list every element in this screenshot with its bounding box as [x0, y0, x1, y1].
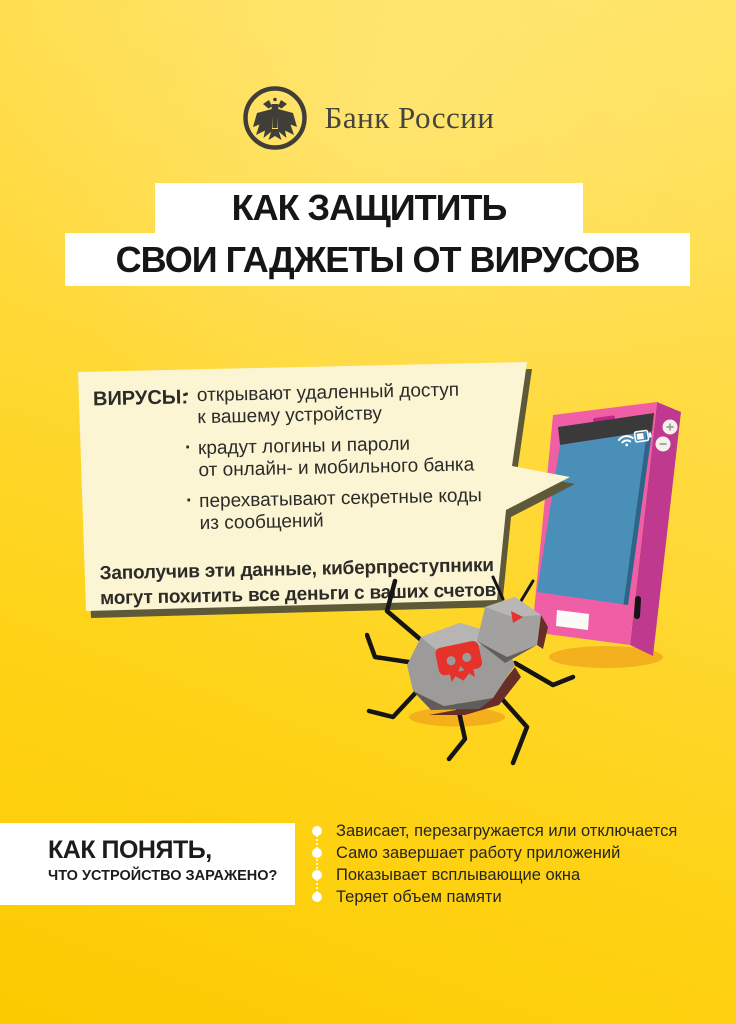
- bank-logo: [0, 85, 736, 151]
- bullet-dot-icon: [312, 848, 322, 858]
- symptom-text: Теряет объем памяти: [336, 887, 502, 906]
- symptoms-list: [312, 820, 677, 908]
- bullet-text: из сообщений: [199, 510, 324, 535]
- bank-of-russia-eagle-icon: [242, 85, 308, 151]
- side-slit: [637, 599, 638, 616]
- bullet-text: · перехватывают секретные коды: [198, 485, 483, 513]
- list-item: [312, 886, 677, 908]
- symptom-text: Зависает, перезагружается или отключается: [336, 821, 678, 840]
- list-item: [312, 820, 677, 842]
- list-item: [312, 864, 677, 886]
- list-item: [312, 842, 677, 864]
- brand-wordmark: Банк России: [324, 100, 495, 135]
- symptoms-heading-line1: КАК ПОНЯТЬ,: [48, 836, 212, 864]
- symptoms-heading-line2: ЧТО УСТРОЙСТВО ЗАРАЖЕНО?: [48, 868, 278, 884]
- symptom-text: Само завершает работу приложений: [336, 843, 621, 862]
- bullet-text: · крадут логины и пароли: [197, 433, 411, 460]
- bullet-dot-icon: [312, 826, 322, 836]
- bullet-text: к вашему устройству: [197, 403, 383, 429]
- virus-bullet: [185, 432, 482, 482]
- bullet-text: от онлайн- и мобильного банка: [198, 454, 475, 482]
- poster-title-line1: КАК ЗАЩИТИТЬ: [155, 183, 583, 233]
- volume-up-button-icon: [663, 420, 678, 435]
- virus-bullet: [186, 485, 483, 535]
- virus-bullet-list: [184, 379, 483, 544]
- bullet-dot-icon: [312, 870, 322, 880]
- warning-line: могут похитить все деньги с ваших счетов: [99, 579, 497, 610]
- virus-bullet: [184, 379, 481, 429]
- symptoms-heading-box: [0, 823, 295, 905]
- bullet-text: · открывают удаленный доступ: [196, 379, 460, 407]
- bullet-dot-icon: [312, 892, 322, 902]
- symptom-text: Показывает всплывающие окна: [336, 865, 581, 884]
- virus-bug-illustration: [365, 565, 580, 780]
- virus-label: ВИРУСЫ:: [92, 386, 189, 411]
- poster-title-line2: СВОИ ГАДЖЕТЫ ОТ ВИРУСОВ: [65, 233, 690, 286]
- warning-line: Заполучив эти данные, киберпреступники: [99, 554, 494, 585]
- volume-down-button-icon: [656, 437, 671, 452]
